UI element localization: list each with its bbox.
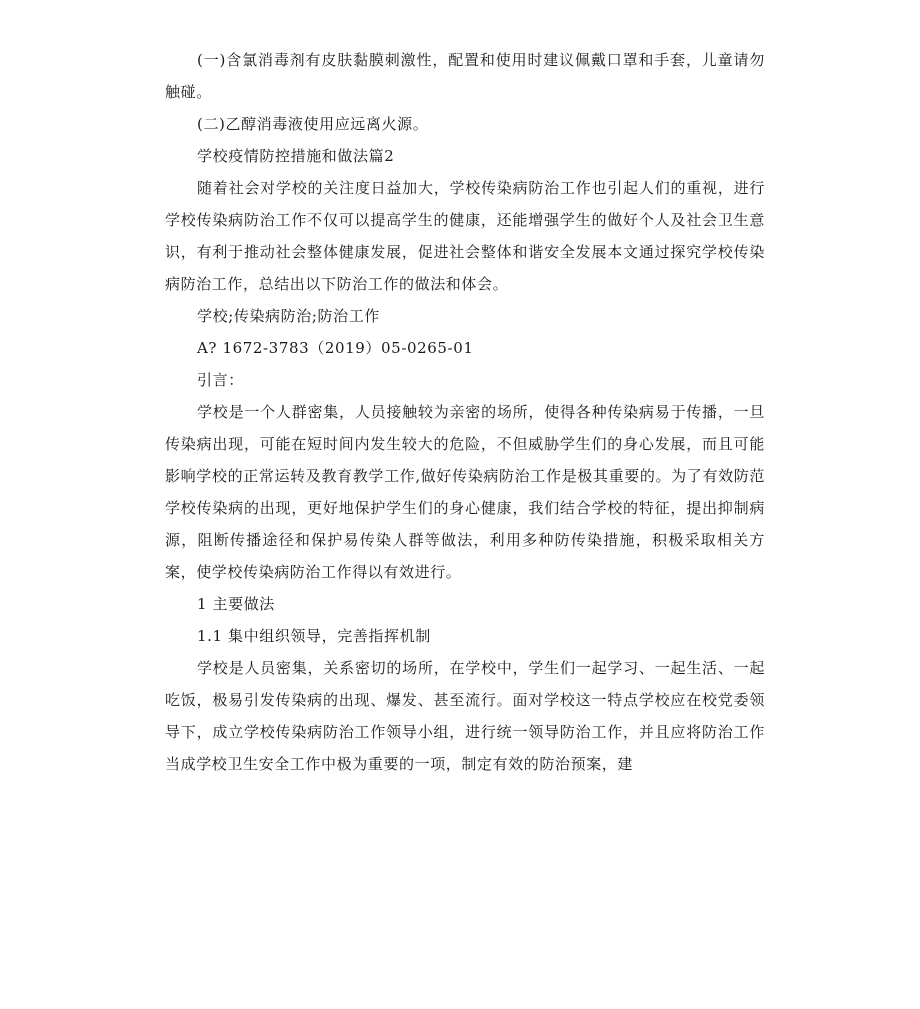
- paragraph-abstract: 随着社会对学校的关注度日益加大，学校传染病防治工作也引起人们的重视，进行学校传染病防治工作不仅可以提高学生的健康，还能增强学生的做好个人及社会卫生意识，有利于推动社会整体健康发展，促进社会整体和谐安全发展本文通过探究学校传染病防治工作，总结出以下防治工作的做法和体会。: [165, 179, 765, 293]
- section-heading: 学校疫情防控措施和做法篇2: [197, 147, 395, 165]
- heading-main-practices: 1 主要做法: [197, 595, 275, 613]
- paragraph-keywords: 学校;传染病防治;防治工作: [197, 307, 380, 325]
- paragraph-introduction-heading: 引言：: [197, 371, 244, 389]
- paragraph-disinfectant-chlorine: (一)含氯消毒剂有皮肤黏膜刺激性，配置和使用时建议佩戴口罩和手套，儿童请勿触碰。: [165, 51, 765, 101]
- paragraph-introduction: 学校是一个人群密集，人员接触较为亲密的场所，使得各种传染病易于传播，一旦传染病出现，可能在短时间内发生较大的危险，不但威胁学生们的身心发展，而且可能影响学校的正常运转及教育教学工作,做好传染病防治工作是极其重要的。为了有效防范学校传染病的出现，更好地保护学生们的身心健康，我们结合学校的特征，提出抑制病源，阻断传播途径和保护易传染人群等做法，利用多种防传染措施，积极采取相关方案，使学校传染病防治工作得以有效进行。: [165, 403, 765, 581]
- heading-leadership: 1.1 集中组织领导，完善指挥机制: [197, 627, 431, 645]
- paragraph-disinfectant-ethanol: (二)乙醇消毒液使用应远离火源。: [197, 115, 429, 133]
- paragraph-leadership: 学校是人员密集，关系密切的场所，在学校中，学生们一起学习、一起生活、一起吃饭，极易引发传染病的出现、爆发、甚至流行。面对学校这一特点学校应在校党委领导下，成立学校传染病防治工作领导小组，进行统一领导防治工作，并且应将防治工作当成学校卫生安全工作中极为重要的一项，制定有效的防治预案，建: [165, 659, 765, 773]
- paragraph-article-code: A? 1672-3783（2019）05-0265-01: [197, 339, 474, 357]
- document-body: [165, 44, 765, 780]
